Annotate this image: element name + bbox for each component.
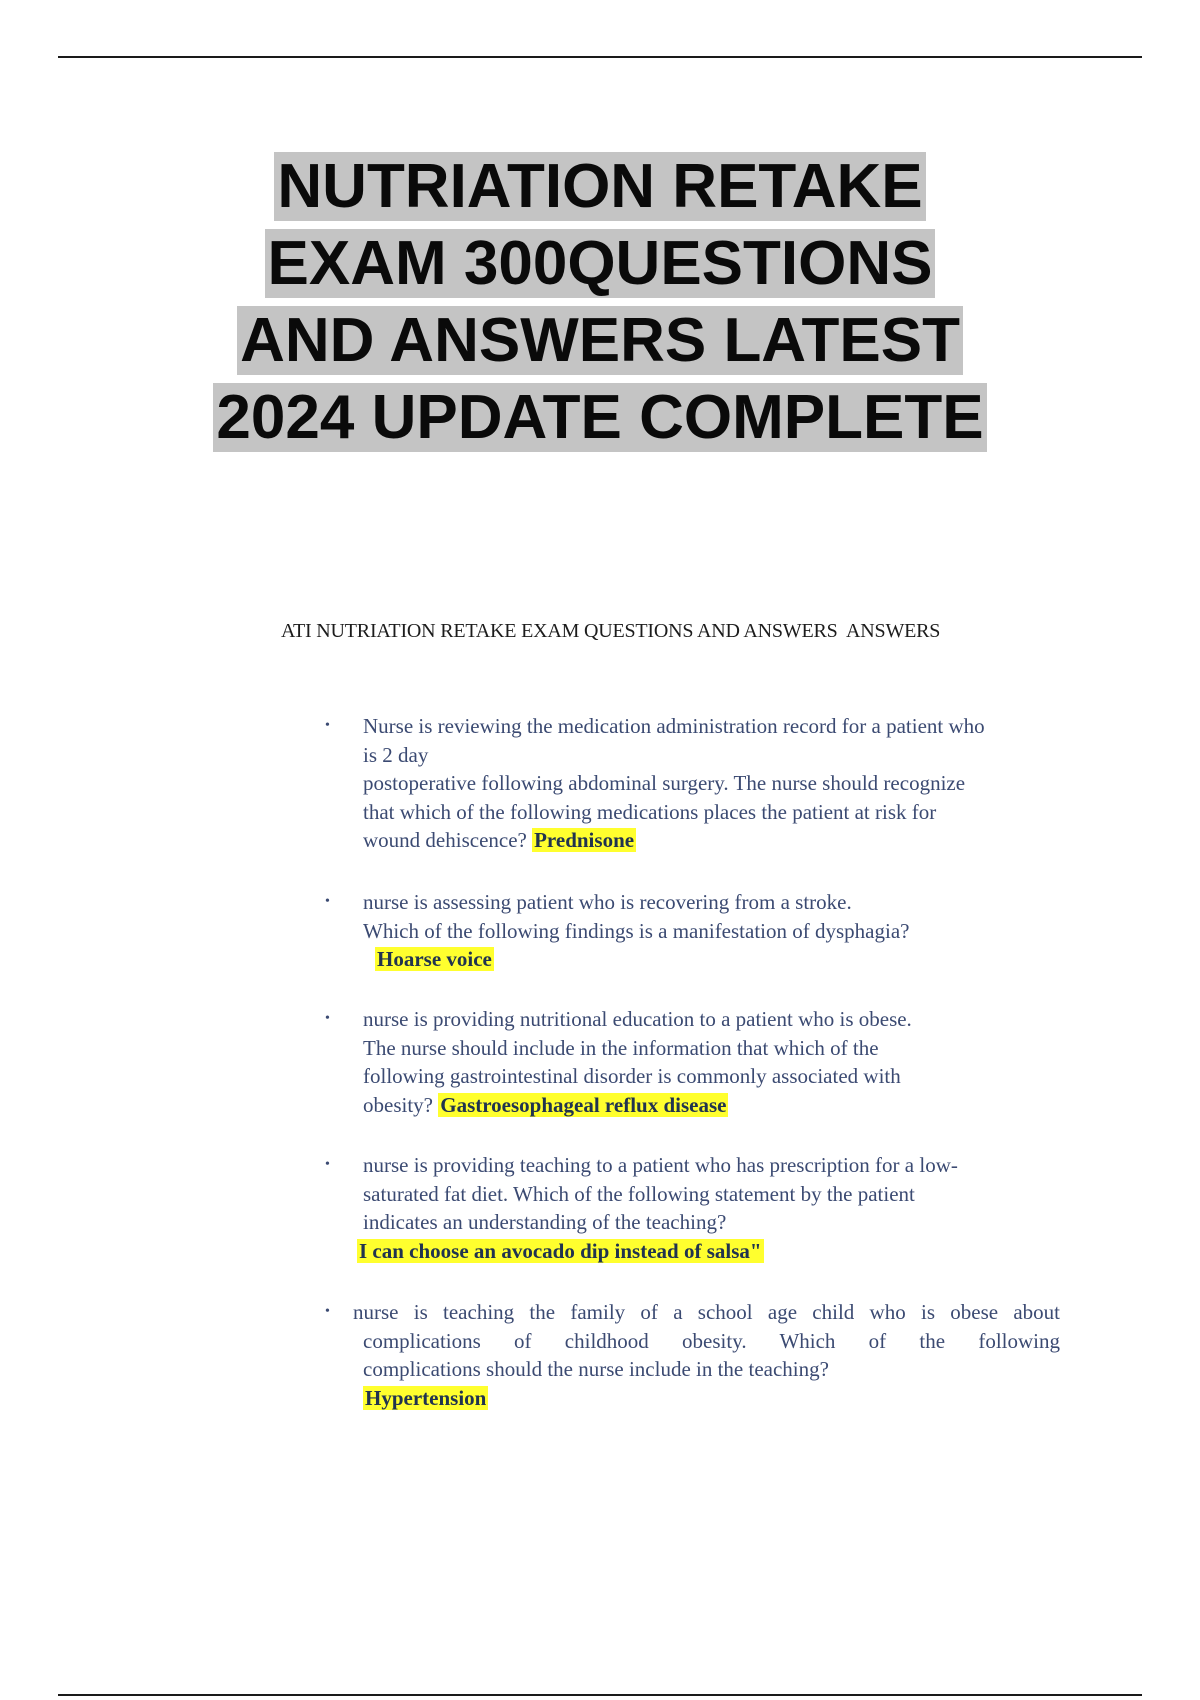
bullet-icon: • [325,1011,330,1026]
question-item [325,888,1060,974]
question-text: postoperative following abdominal surgery. The nurse should recognize [363,771,966,795]
title-line: 2024 UPDATE COMPLETE [0,379,1200,456]
answer-highlight: Prednisone [534,828,635,852]
bullet-icon: • [325,718,330,733]
answer-highlight: Hypertension [365,1385,487,1410]
question-body [353,1298,1060,1412]
question-item [325,1151,1060,1265]
question-text: following gastrointestinal disorder is commonly associated with [363,1064,901,1088]
bullet-icon: • [325,1304,330,1319]
answer-highlight: I can choose an avocado dip instead of salsa" [359,1238,762,1263]
question-text: wound dehiscence? [363,828,527,852]
question-text: obesity? [363,1092,433,1117]
question-line-with-answer [363,1091,1060,1120]
question-item [325,712,1060,855]
title-line: EXAM 300QUESTIONS [0,225,1200,302]
bullet-icon: • [325,1157,330,1172]
answer-line [363,1384,1060,1413]
question-text: is 2 day [363,742,429,767]
title-line: NUTRIATION RETAKE [0,148,1200,225]
question-text: complications should the nurse include in the teaching? [363,1357,829,1381]
answer-line [357,1237,1060,1266]
answer-highlight: Gastroesophageal reflux disease [440,1092,727,1117]
title-line: AND ANSWERS LATEST [0,302,1200,379]
document-subtitle: ATI NUTRIATION RETAKE EXAM QUESTIONS AND ANSWERS ANSWERS [281,620,941,642]
question-item [325,1298,1060,1412]
question-text: nurse is teaching the family of a school age child who is obese about [353,1300,1060,1324]
question-body [363,712,1060,855]
question-body [363,888,1060,974]
question-text: Which of the following findings is a manifestation of dysphagia? [363,918,910,943]
question-item [325,1005,1060,1119]
question-text: saturated fat diet. Which of the following statement by the patient [363,1181,915,1206]
bottom-rule [58,1694,1142,1696]
bullet-icon: • [325,894,330,909]
question-text: The nurse should include in the information that which of the [363,1035,879,1060]
answer-line [363,945,1060,974]
question-line-with-answer [363,826,1060,855]
question-text: nurse is providing teaching to a patient who has prescription for a low- [363,1153,958,1177]
question-text: complications of childhood obesity. Which of the following [363,1328,1060,1353]
answer-highlight: Hoarse voice [377,947,492,971]
question-text: that which of the following medications places the patient at risk for [363,799,937,824]
question-text: nurse is assessing patient who is recovering from a stroke. [363,890,852,914]
question-body [359,1151,1060,1265]
question-text: Nurse is reviewing the medication administration record for a patient who [363,714,985,738]
question-body [363,1005,1060,1119]
question-text: indicates an understanding of the teaching? [363,1210,727,1234]
question-text: nurse is providing nutritional education to a patient who is obese. [363,1007,912,1031]
